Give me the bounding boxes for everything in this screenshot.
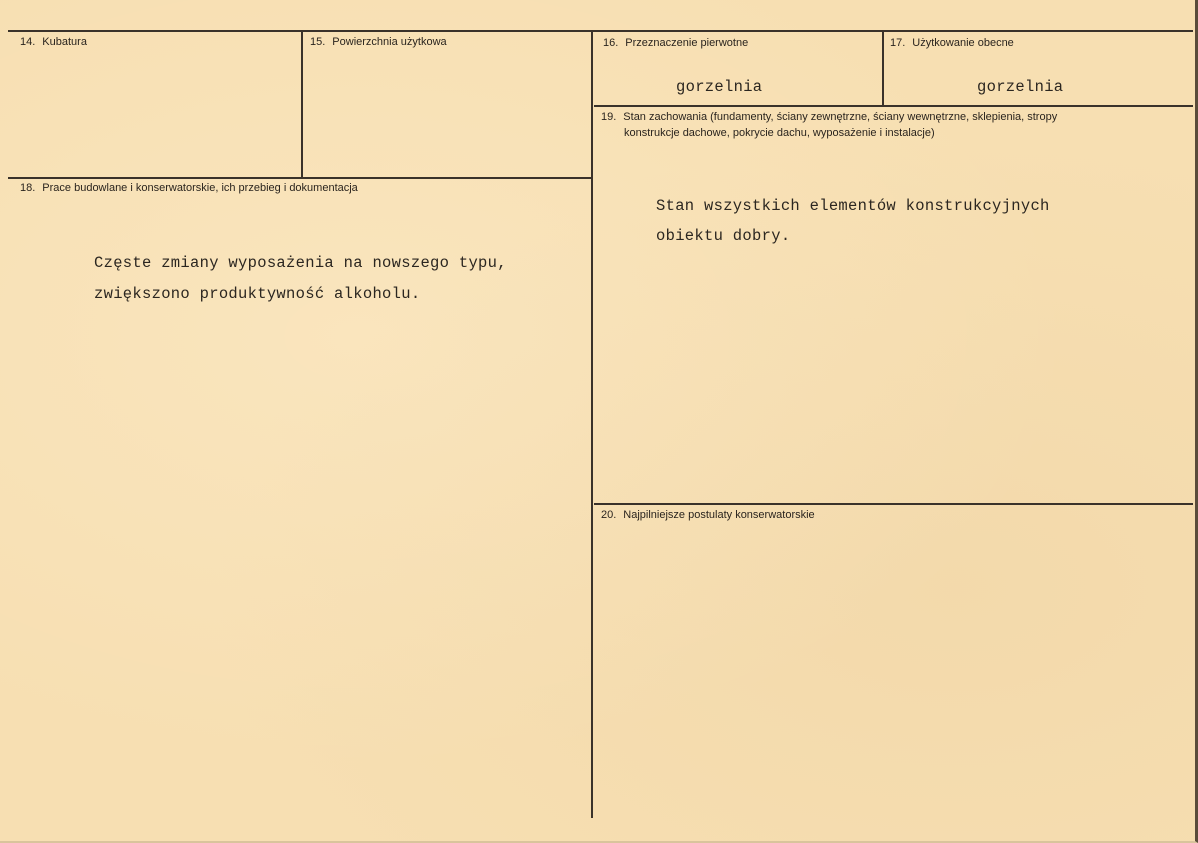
field-20-title: Najpilniejsze postulaty konserwatorskie: [623, 509, 815, 521]
field-18-value-line-2: zwiększono produktywność alkoholu.: [94, 285, 421, 303]
field-18-number: 18.: [20, 182, 36, 194]
field-16-label: [603, 36, 748, 50]
field-14-number: 14.: [20, 36, 36, 48]
field-19-value-line-2: obiektu dobry.: [656, 227, 791, 245]
field-19-title-line-1: Stan zachowania (fundamenty, ściany zewnętrzne, ściany wewnętrzne, sklepienia, stropy: [623, 111, 1058, 123]
center-divider: [591, 30, 593, 818]
field-18-label: [20, 181, 358, 195]
field-19-number: 19.: [601, 111, 617, 123]
field-15-label: [310, 35, 447, 49]
field-15-number: 15.: [310, 36, 326, 48]
field-17-label: [890, 36, 1014, 50]
field-16-title: Przeznaczenie pierwotne: [625, 37, 749, 49]
field-14-title: Kubatura: [42, 36, 87, 48]
top-rule: [8, 30, 1193, 32]
field-19-value-line-1: Stan wszystkich elementów konstrukcyjnych: [656, 197, 1050, 215]
divider-14-15: [301, 30, 303, 177]
field-17-number: 17.: [890, 37, 906, 49]
divider-16-17: [882, 30, 884, 106]
field-20-number: 20.: [601, 509, 617, 521]
field-16-value: gorzelnia: [676, 78, 763, 96]
field-20-label: [601, 508, 815, 522]
field-17-value: gorzelnia: [977, 78, 1064, 96]
field-15-title: Powierzchnia użytkowa: [332, 36, 447, 48]
field-19-title-line-2: konstrukcje dachowe, pokrycie dachu, wyposażenie i instalacje): [624, 127, 935, 139]
field-19-label: [601, 110, 1057, 124]
rule-below-14-15: [8, 177, 592, 179]
field-14-label: [20, 35, 87, 49]
rule-below-19: [594, 503, 1193, 505]
rule-below-16-17: [594, 105, 1193, 107]
field-18-value-line-1: Częste zmiany wyposażenia na nowszego typu,: [94, 254, 507, 272]
field-18-title: Prace budowlane i konserwatorskie, ich przebieg i dokumentacja: [42, 182, 358, 194]
field-17-title: Użytkowanie obecne: [912, 37, 1014, 49]
field-19-label-cont: [624, 126, 935, 140]
field-16-number: 16.: [603, 37, 619, 49]
